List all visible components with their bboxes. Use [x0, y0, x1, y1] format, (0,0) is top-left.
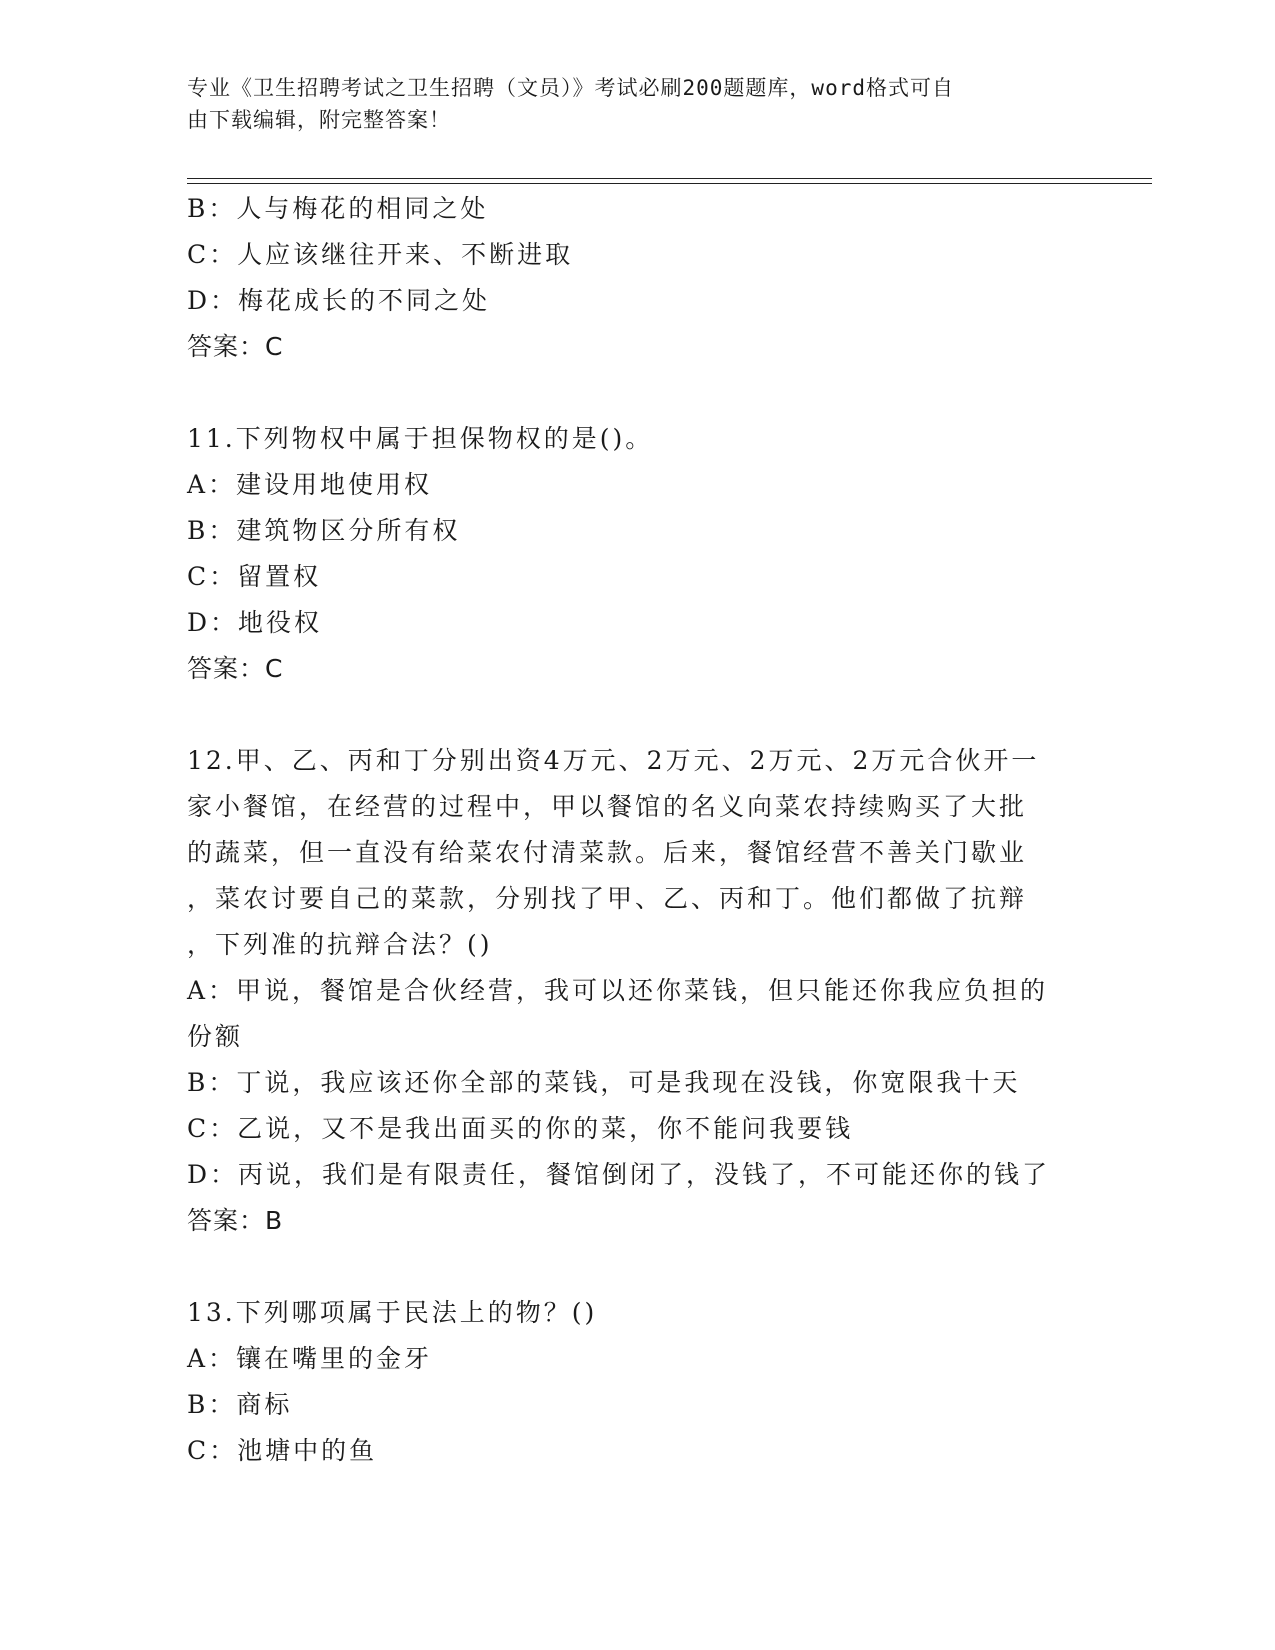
question-block-11 [187, 416, 1087, 692]
question-block-10 [187, 186, 1087, 370]
option-a-line-1: A：甲说，餐馆是合伙经营，我可以还你菜钱，但只能还你我应负担的 [187, 976, 1049, 1005]
document-header [187, 72, 1067, 136]
question-stem: 11.下列物权中属于担保物权的是()。 [187, 424, 654, 453]
header-line-1: 专业《卫生招聘考试之卫生招聘（文员）》考试必刷200题题库，word格式可自 [187, 76, 954, 100]
answer-label: 答案：B [187, 1206, 284, 1235]
option-d: D：梅花成长的不同之处 [187, 286, 491, 315]
question-content [187, 186, 1087, 1474]
question-stem: 13.下列哪项属于民法上的物？() [187, 1298, 598, 1327]
option-c: C：人应该继往开来、不断进取 [187, 240, 574, 269]
option-a: A：镶在嘴里的金牙 [187, 1344, 433, 1373]
header-divider [187, 178, 1152, 184]
option-c: C：留置权 [187, 562, 322, 591]
option-c: C：乙说，又不是我出面买的你的菜，你不能问我要钱 [187, 1114, 854, 1143]
option-a: A：建设用地使用权 [187, 470, 433, 499]
option-b: B：丁说，我应该还你全部的菜钱，可是我现在没钱，你宽限我十天 [187, 1068, 1021, 1097]
question-stem-line: 的蔬菜，但一直没有给菜农付清菜款。后来，餐馆经营不善关门歇业 [187, 838, 1028, 867]
header-line-2: 由下载编辑，附完整答案！ [187, 108, 451, 132]
question-stem-line: ，菜农讨要自己的菜款，分别找了甲、乙、丙和丁。他们都做了抗辩 [187, 884, 1028, 913]
option-a-line-2: 份额 [187, 1022, 244, 1051]
option-d: D：丙说，我们是有限责任，餐馆倒闭了，没钱了，不可能还你的钱了 [187, 1160, 1051, 1189]
question-block-12 [187, 738, 1087, 1244]
answer-label: 答案：C [187, 332, 284, 361]
option-b: B：商标 [187, 1390, 293, 1419]
spacer [187, 1244, 1087, 1290]
question-block-13 [187, 1290, 1087, 1474]
spacer [187, 370, 1087, 416]
option-d: D：地役权 [187, 608, 323, 637]
question-stem-line: ，下列准的抗辩合法？() [187, 930, 493, 959]
question-stem-line: 家小餐馆，在经营的过程中，甲以餐馆的名义向菜农持续购买了大批 [187, 792, 1028, 821]
answer-label: 答案：C [187, 654, 284, 683]
option-b: B：建筑物区分所有权 [187, 516, 461, 545]
question-stem-line: 12.甲、乙、丙和丁分别出资4万元、2万元、2万元、2万元合伙开一 [187, 746, 1040, 775]
option-c: C：池塘中的鱼 [187, 1436, 378, 1465]
spacer [187, 692, 1087, 738]
option-b: B：人与梅花的相同之处 [187, 194, 489, 223]
